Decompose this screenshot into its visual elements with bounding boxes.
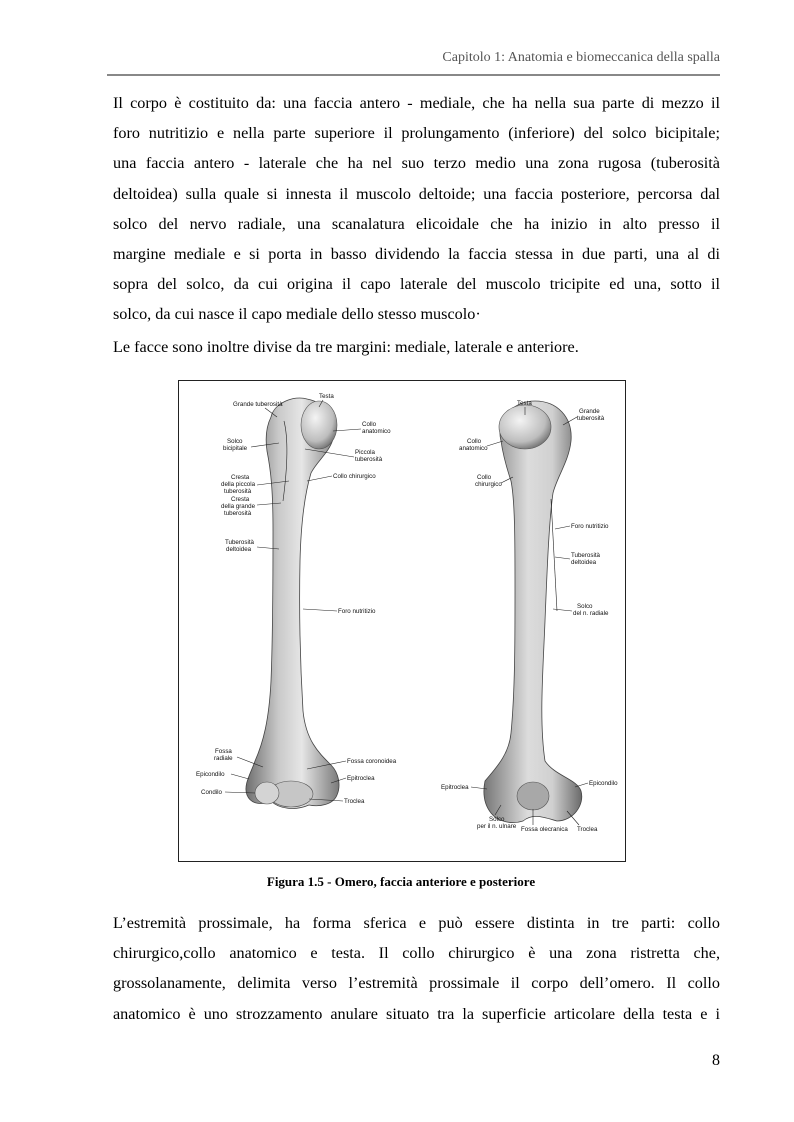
label-cresta-piccola-3: tuberosità xyxy=(224,488,252,495)
header-rule xyxy=(107,74,720,76)
running-header: Capitolo 1: Anatomia e biomeccanica della spalla xyxy=(442,50,720,65)
paragraph-proximal-end xyxy=(113,908,720,1029)
label-fossa-olecranica: Fossa olecranica xyxy=(521,826,568,833)
label-grande-tuberosita-ant: Grande tuberosità xyxy=(233,401,283,408)
label-cresta-piccola-2: della piccola xyxy=(221,481,256,488)
label-piccola-tuberosita-2: tuberosità xyxy=(355,456,383,463)
label-tuberosita-deltoidea-ant-2: deltoidea xyxy=(226,546,252,553)
label-solco-bicipitale-1: Solco xyxy=(227,438,243,445)
label-collo-anatomico-ant-1: Collo xyxy=(362,421,377,428)
text-line: una faccia antero - laterale che ha nel suo terzo medio una zona rugosa (tuberosità xyxy=(113,154,720,173)
label-collo-anatomico-ant-2: anatomico xyxy=(362,428,391,435)
label-grande-tuberosita-post-2: tuberosità xyxy=(577,415,605,422)
text-line: deltoidea) sulla quale si innesta il muscolo deltoide; una faccia posteriore, percorsa dal xyxy=(113,184,720,203)
label-epitroclea-ant: Epitroclea xyxy=(347,775,375,782)
text-line: sopra del solco, da cui origina il capo laterale del muscolo tricipite ed una, sotto il xyxy=(113,275,720,294)
text-line: Le facce sono inoltre divise da tre margini: mediale, laterale e anteriore. xyxy=(113,338,579,356)
label-troclea-post: Troclea xyxy=(577,826,598,833)
label-tuberosita-deltoidea-post-2: deltoidea xyxy=(571,559,597,566)
label-cresta-piccola-1: Cresta xyxy=(231,474,250,481)
label-fossa-radiale-1: Fossa xyxy=(215,748,232,755)
label-tuberosita-deltoidea-post-1: Tuberosità xyxy=(571,552,601,559)
label-collo-chirurgico-post-2: chirurgico xyxy=(475,481,502,488)
label-solco-ulnare-2: per il n. ulnare xyxy=(477,823,517,830)
label-piccola-tuberosita-1: Piccola xyxy=(355,449,375,456)
text-line: margine mediale e si porta in basso dividendo la faccia stessa in due parti, una al di xyxy=(113,245,720,264)
label-fossa-radiale-2: radiale xyxy=(214,755,233,762)
label-testa-ant: Testa xyxy=(319,393,334,400)
text-line: foro nutritizio e nella parte superiore il prolungamento (inferiore) del solco bicipitale; xyxy=(113,124,720,143)
text-line: grossolanamente, delimita verso l’estremità prossimale il corpo dell’omero. Il collo xyxy=(113,974,720,993)
label-testa-post: Testa xyxy=(517,400,532,407)
label-collo-chirurgico-post-1: Collo xyxy=(477,474,492,481)
text-line: anatomico è uno strozzamento anulare situato tra la superficie articolare della testa e i xyxy=(113,1004,720,1023)
text-line: solco del nervo radiale, una scanalatura elicoidale che ha inizio in alto presso il xyxy=(113,214,720,233)
text-line: solco, da cui nasce il capo mediale dello stesso muscolo· xyxy=(113,305,481,324)
label-foro-nutritizio-ant: Foro nutritizio xyxy=(338,608,376,615)
label-collo-chirurgico-ant: Collo chirurgico xyxy=(333,473,376,480)
paragraph-margins xyxy=(113,332,720,362)
humerus-figure xyxy=(178,380,626,862)
label-epicondilo-post: Epicondilo xyxy=(589,780,618,787)
text-line: chirurgico,collo anatomico e testa. Il collo chirurgico è una zona ristretta che, xyxy=(113,944,720,963)
text-line: Il corpo è costituito da: una faccia antero - mediale, che ha nella sua parte di mezzo il xyxy=(113,94,720,112)
label-tuberosita-deltoidea-ant-1: Tuberosità xyxy=(225,539,255,546)
label-solco-ulnare-1: Solco xyxy=(489,816,505,823)
figure-caption: Figura 1.5 - Omero, faccia anteriore e posteriore xyxy=(266,874,536,889)
label-foro-nutritizio-post: Foro nutritizio xyxy=(571,523,609,530)
anterior-humerus xyxy=(246,398,339,809)
label-cresta-grande-2: della grande xyxy=(221,503,256,510)
humerus-illustration xyxy=(179,381,625,861)
text-line: L’estremità prossimale, ha forma sferica e può essere distinta in tre parti: collo xyxy=(113,914,720,932)
label-collo-anatomico-post-2: anatomico xyxy=(459,445,488,452)
label-condilo: Condilo xyxy=(201,789,222,796)
label-cresta-grande-3: tuberosità xyxy=(224,510,252,517)
label-troclea-ant: Troclea xyxy=(344,798,365,805)
label-cresta-grande-1: Cresta xyxy=(231,496,250,503)
label-solco-radiale-2: del n. radiale xyxy=(573,610,609,617)
label-solco-bicipitale-2: bicipitale xyxy=(223,445,248,452)
label-collo-anatomico-post-1: Collo xyxy=(467,438,482,445)
label-fossa-coronoidea: Fossa coronoidea xyxy=(347,758,397,765)
label-solco-radiale-1: Solco xyxy=(577,603,593,610)
label-epicondilo-ant: Epicondilo xyxy=(196,771,225,778)
posterior-humerus xyxy=(484,401,582,823)
paragraph-body-description xyxy=(113,88,720,330)
label-epitroclea-post: Epitroclea xyxy=(441,784,469,791)
label-grande-tuberosita-post-1: Grande xyxy=(579,408,600,415)
page-number: 8 xyxy=(712,1052,720,1069)
